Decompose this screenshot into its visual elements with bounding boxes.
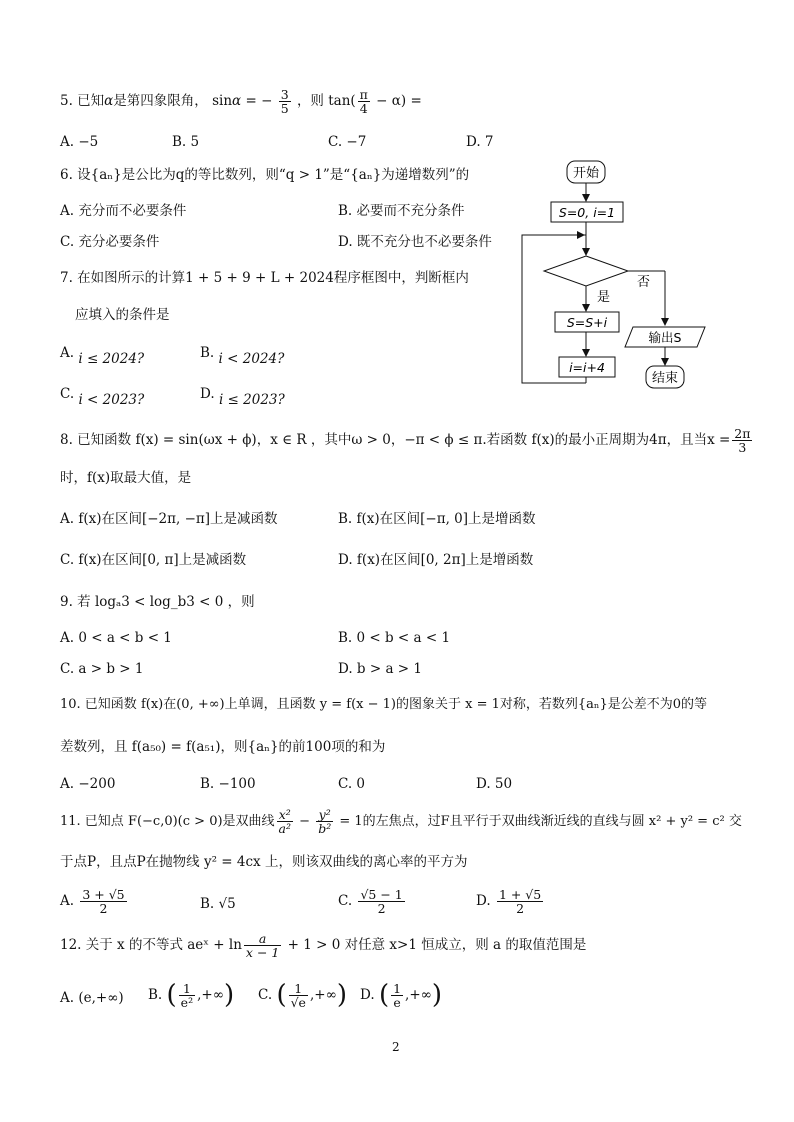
q8-denominator: 3 [738, 440, 747, 456]
q5-alpha-2: α [232, 93, 242, 110]
q10-option-d[interactable]: D. 50 [476, 776, 513, 792]
q11-x2: x² [277, 808, 293, 822]
q5-option-a[interactable]: A. −5 [60, 134, 99, 150]
q11-option-d-fraction [497, 888, 543, 915]
flowchart-increment: i=i+4 [569, 360, 605, 375]
q11-option-d[interactable] [476, 888, 545, 915]
q5-pi: π [359, 87, 368, 102]
q5-numerator: 3 [280, 87, 289, 102]
q9-option-d[interactable]: D. b > a > 1 [338, 661, 422, 677]
q12-option-c-tail: ,+∞ [309, 987, 337, 1004]
q10-option-b[interactable]: B. −100 [200, 776, 256, 792]
q5-tail: − α) = [371, 93, 422, 110]
q11-y2: y² [316, 808, 333, 822]
q12-option-a[interactable]: A. (e,+∞) [60, 990, 124, 1006]
q12-stem-text-2: + 1 > 0 对任意 x>1 恒成立，则 a 的取值范围是 [283, 937, 587, 954]
q11-stem-text: 11. 已知点 F(−c,0)(c > 0)是双曲线 [60, 814, 275, 830]
q11-option-a-den: 2 [99, 901, 108, 917]
q7-option-d-text: i ≤ 2023? [218, 392, 285, 408]
q12-option-d-fraction [391, 982, 403, 1009]
q7-stem-1: 7. 在如图所示的计算1 + 5 + 9 + L + 2024程序框图中，判断框内 [60, 270, 469, 286]
flowchart [515, 155, 715, 395]
q7-stem-2: 应填入的条件是 [75, 307, 170, 323]
q10-stem-1: 10. 已知函数 f(x)在(0, +∞)上单调，且函数 y = f(x − 1)的图象关于 x = 1对称，若数列{aₙ}是公差不为0的等 [60, 697, 708, 712]
q10-option-c[interactable]: C. 0 [338, 776, 366, 792]
flowchart-end: 结束 [651, 371, 679, 386]
q7-option-a-text: i ≤ 2024? [78, 351, 145, 367]
flowchart-no-label: 否 [637, 275, 651, 290]
q8-option-a[interactable]: A. f(x)在区间[−2π, −π]上是减函数 [60, 511, 278, 527]
q7-option-d[interactable] [200, 386, 285, 408]
q11-option-a[interactable] [60, 888, 129, 915]
flowchart-init: S=0, i=1 [558, 205, 616, 220]
q8-fraction [732, 427, 752, 454]
flowchart-accumulate: S=S+i [566, 315, 608, 330]
q11-option-c[interactable] [338, 888, 407, 915]
q12-option-b-letter: B. [148, 987, 163, 1004]
q9-option-c[interactable]: C. a > b > 1 [60, 661, 144, 677]
q5-eq: = − [241, 93, 273, 110]
q8-option-d[interactable]: D. f(x)在区间[0, 2π]上是增函数 [338, 552, 534, 568]
q12-numerator: a [244, 932, 281, 946]
q8-stem-2: 时，f(x)取最大值，是 [60, 470, 192, 486]
q11-minus: − [295, 814, 315, 830]
q6-stem: 6. 设{aₙ}是公比为q的等比数列，则“q > 1”是“{aₙ}为递增数列”的 [60, 167, 470, 183]
q11-stem-1 [60, 808, 742, 835]
q6-option-d[interactable]: D. 既不充分也不必要条件 [338, 234, 492, 250]
q12-stem [60, 932, 586, 959]
q8-stem-1 [60, 427, 754, 454]
q12-denominator: x − 1 [245, 945, 280, 961]
q12-option-b[interactable]: B. ( $\frac{1}{\text{e²}}$ ,+∞) [148, 980, 235, 1011]
q9-option-b[interactable]: B. 0 < b < a < 1 [338, 630, 451, 646]
q11-a2: a² [278, 821, 292, 837]
q12-option-d-letter: D. [360, 987, 375, 1004]
q12-option-c-num: 1 [289, 982, 308, 996]
q5-option-c[interactable]: C. −7 [328, 134, 367, 150]
q12-option-d[interactable]: D. ( $\frac{1}{e}$ ,+∞) [360, 980, 443, 1011]
q12-option-b-tail: ,+∞ [197, 987, 224, 1004]
q7-option-b[interactable] [200, 345, 285, 367]
q11-stem-2: 于点P，且点P在抛物线 y² = 4cx 上，则该双曲线的离心率的平方为 [60, 854, 468, 870]
q12-option-d-tail: ,+∞ [405, 987, 432, 1004]
q5-stem [60, 88, 422, 115]
q5-pi-fraction [358, 88, 370, 115]
q5-alpha: α [104, 93, 114, 110]
flowchart-yes-label: 是 [597, 290, 611, 305]
flowchart-decision [544, 256, 628, 286]
flowchart-start: 开始 [572, 166, 600, 181]
q11-option-c-den: 2 [377, 901, 386, 917]
q8-option-b[interactable]: B. f(x)在区间[−π, 0]上是增函数 [338, 511, 536, 527]
q12-fraction [244, 932, 281, 959]
q9-stem: 9. 若 logₐ3 < log_b3 < 0 ，则 [60, 594, 255, 610]
q5-stem-text: 5. 已知 [60, 93, 105, 110]
q11-y-fraction [316, 808, 333, 835]
q5-denominator: 5 [280, 101, 289, 117]
q11-option-d-num: 1 + √5 [498, 887, 542, 902]
q7-option-a-letter: A. [60, 345, 75, 361]
q12-option-d-den: e [393, 995, 401, 1011]
q5-option-d[interactable]: D. 7 [466, 134, 494, 150]
q5-sin: sin [212, 93, 233, 110]
q11-option-a-num: 3 + √5 [82, 887, 125, 902]
flowchart-output: 输出S [648, 330, 682, 345]
q11-option-c-letter: C. [338, 893, 353, 910]
q7-option-a[interactable] [60, 345, 145, 367]
page-number: 2 [392, 1040, 400, 1054]
q7-option-c-text: i < 2023? [78, 392, 145, 408]
q11-option-d-letter: D. [476, 893, 491, 910]
q9-option-a[interactable]: A. 0 < a < b < 1 [60, 630, 172, 646]
q11-option-d-den: 2 [516, 901, 525, 917]
q12-option-b-den: e² [180, 995, 194, 1011]
q11-option-c-num: √5 − 1 [360, 887, 403, 902]
q5-option-b[interactable]: B. 5 [172, 134, 200, 150]
q5-fraction [279, 88, 291, 115]
q6-option-c[interactable]: C. 充分必要条件 [60, 234, 160, 250]
q5-tan: ，则 tan( [296, 93, 356, 110]
q11-b2: b² [318, 821, 332, 837]
q6-option-a[interactable]: A. 充分而不必要条件 [60, 203, 187, 219]
q6-option-b[interactable]: B. 必要而不充分条件 [338, 203, 465, 219]
q12-option-c-fraction [289, 982, 308, 1009]
q10-option-a[interactable]: A. −200 [60, 776, 116, 792]
q12-option-c-den: √e [290, 995, 306, 1011]
q8-stem-text: 8. 已知函数 f(x) = sin(ωx + ϕ)，x ∈ R ，其中ω > 0，−π < ϕ ≤ π.若函数 f(x)的最小正周期为4π，且当x = [60, 432, 731, 449]
q8-option-c[interactable]: C. f(x)在区间[0, π]上是减函数 [60, 552, 247, 568]
q11-x-fraction [277, 808, 293, 835]
q12-option-c[interactable]: C. ( $\frac{1}{√e}$ ,+∞) [258, 980, 347, 1011]
q12-option-b-num: 1 [179, 982, 195, 996]
q11-option-a-letter: A. [60, 893, 75, 910]
q5-stem-text-2: 是第四象限角， [113, 93, 208, 110]
q8-numerator: 2π [734, 426, 751, 441]
q7-option-d-letter: D. [200, 386, 215, 402]
q10-stem-2: 差数列，且 f(a₅₀) = f(a₅₁)，则{aₙ}的前100项的和为 [60, 739, 386, 755]
q12-option-b-fraction [179, 982, 195, 1009]
q5-four: 4 [359, 101, 368, 117]
q12-stem-text: 12. 关于 x 的不等式 aeˣ + ln [60, 937, 242, 954]
q12-option-c-letter: C. [258, 987, 273, 1004]
q7-option-c[interactable] [60, 386, 145, 408]
q7-option-b-letter: B. [200, 345, 215, 361]
q7-option-b-text: i < 2024? [218, 351, 285, 367]
q12-option-d-num: 1 [393, 980, 402, 996]
q11-option-c-fraction [358, 888, 404, 915]
q11-option-b[interactable]: B. √5 [200, 896, 236, 912]
q7-option-c-letter: C. [60, 386, 75, 402]
q11-option-a-fraction [80, 888, 126, 915]
q11-stem-text-2: = 1的左焦点，过F且平行于双曲线渐近线的直线与圆 x² + y² = c² 交 [335, 814, 742, 830]
